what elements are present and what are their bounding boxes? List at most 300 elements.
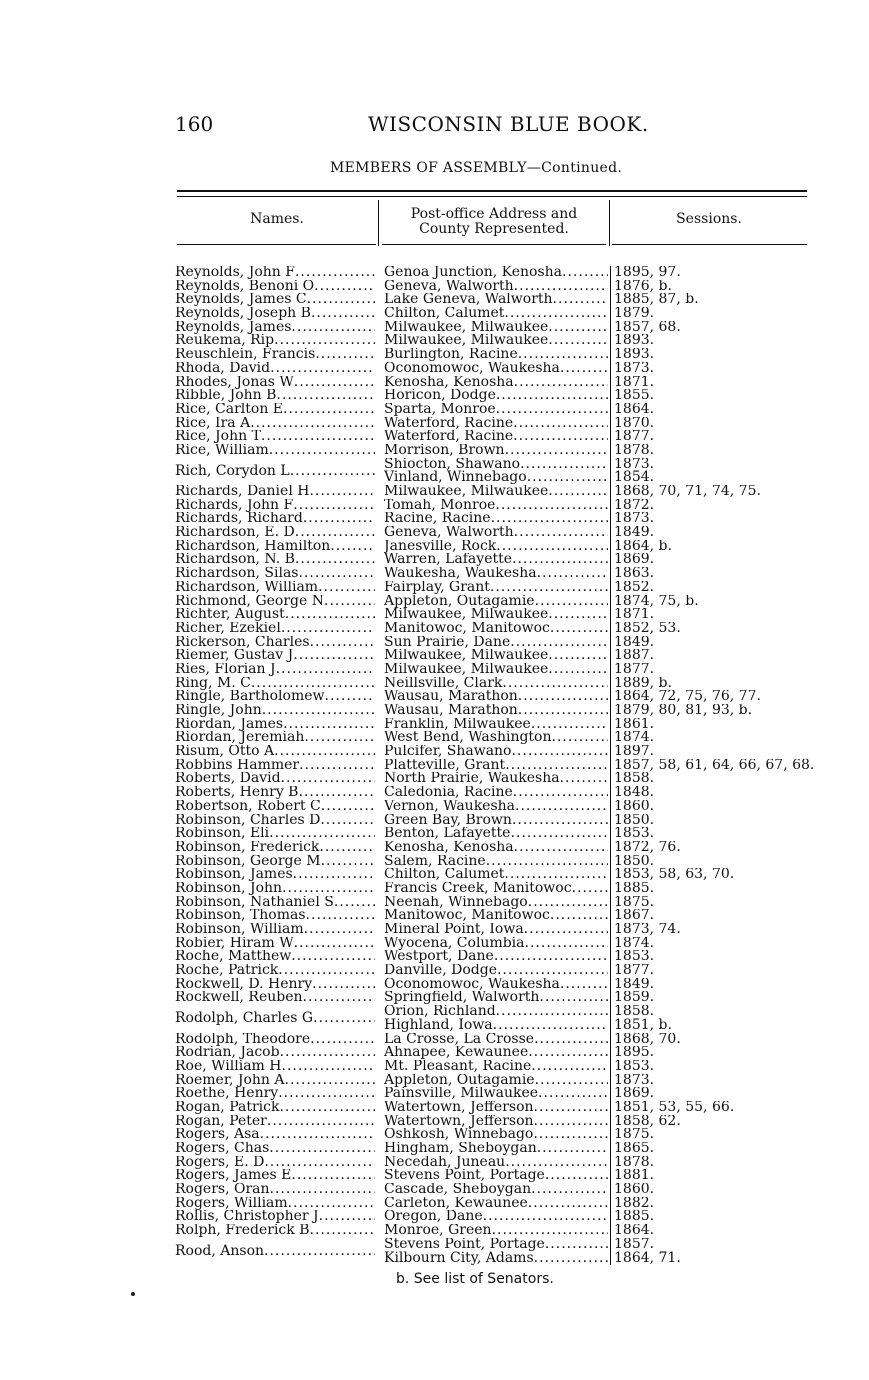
dot-leader [330, 540, 375, 554]
member-address [384, 704, 608, 718]
dot-leader [303, 512, 375, 526]
member-name [175, 293, 375, 307]
dot-leader [545, 1169, 608, 1183]
sessions-text: 1882. [614, 1196, 655, 1211]
member-name-text: Robinson, James [175, 868, 293, 882]
page-number: 160 [175, 112, 214, 136]
row-column-separator [610, 307, 611, 321]
address-text: Kenosha, Kenosha [384, 840, 514, 855]
row-column-separator [610, 636, 611, 650]
dot-leader [313, 1005, 375, 1032]
address-text: North Prairie, Waukesha [384, 772, 560, 787]
sessions-text: 1864. [614, 402, 655, 417]
member-sessions [614, 1183, 814, 1197]
sessions-text: 1864, 72, 75, 76, 77. [614, 690, 761, 705]
member-name [175, 1169, 375, 1183]
member-name-text: Rodrian, Jacob [175, 1046, 280, 1060]
row-column-separator [610, 417, 611, 431]
ink-speck [131, 1292, 135, 1296]
member-name [175, 1060, 375, 1074]
dot-leader [314, 280, 375, 294]
member-name [175, 622, 375, 636]
dot-leader [494, 950, 608, 964]
member-name [175, 978, 375, 992]
member-name-text: Robinson, Thomas [175, 909, 306, 924]
footnote: b. See list of Senators. [396, 1271, 554, 1287]
table-row [175, 567, 815, 581]
dot-leader [548, 649, 608, 663]
sessions-text: 1876, b. [614, 279, 672, 294]
dot-leader [304, 923, 375, 937]
sessions-text: 1863. [614, 567, 655, 581]
sessions-text: 1893. [614, 334, 655, 349]
member-name [175, 636, 375, 650]
sessions-text: 1895. [614, 1046, 655, 1060]
sessions-text: 1849. [614, 526, 655, 540]
member-name [175, 417, 375, 431]
table-row [175, 1224, 815, 1238]
dot-leader [513, 417, 608, 431]
member-name [175, 348, 375, 362]
dot-leader [572, 882, 608, 896]
sessions-text: 1851, b. [614, 1016, 672, 1033]
member-name [175, 458, 375, 485]
row-column-separator [610, 595, 611, 609]
dot-leader [282, 1060, 376, 1074]
sessions-text: 1872, 76. [614, 840, 681, 855]
member-name-text: Rice, John T [175, 430, 261, 444]
member-sessions [614, 444, 814, 458]
member-address [384, 293, 608, 307]
member-name-text: Reukema, Rip [175, 334, 275, 349]
member-sessions [614, 677, 814, 691]
member-name-text: Reynolds, Joseph B [175, 307, 311, 321]
sessions-text: 1877. [614, 430, 655, 444]
dot-leader [496, 540, 608, 554]
sessions-text: 1885. [614, 881, 655, 896]
table-row [175, 389, 815, 403]
address-text: Vinland, Winnebago [384, 469, 527, 485]
dot-leader [553, 293, 608, 307]
member-sessions [614, 868, 814, 882]
address-text: Watertown, Jefferson [384, 1100, 534, 1115]
member-sessions [614, 814, 814, 828]
dot-leader [306, 909, 375, 923]
table-row [175, 444, 815, 458]
dot-leader [504, 868, 608, 882]
sessions-text: 1872. [614, 498, 655, 513]
member-name-text: Robinson, William [175, 923, 304, 937]
member-name [175, 581, 375, 595]
member-name-text: Roethe, Henry [175, 1087, 279, 1101]
address-text: Necedah, Juneau [384, 1155, 506, 1170]
table-row [175, 677, 815, 691]
member-name-text: Richmond, George N [175, 594, 324, 609]
member-name [175, 499, 375, 513]
dot-leader [293, 649, 375, 663]
row-column-separator [610, 1156, 611, 1170]
member-name-text: Rogers, Oran [175, 1183, 270, 1197]
table-row [175, 266, 815, 280]
dot-leader [514, 841, 608, 855]
dot-leader [269, 444, 375, 458]
row-column-separator [610, 1060, 611, 1074]
table-row [175, 553, 815, 567]
address-text: Wausau, Marathon [384, 704, 518, 718]
member-address [384, 430, 608, 444]
dot-leader [537, 567, 608, 581]
table-row [175, 800, 815, 814]
row-column-separator [610, 512, 611, 526]
sessions-text: 1865. [614, 1142, 655, 1156]
dot-leader [276, 389, 375, 403]
address-text: Benton, Lafayette [384, 827, 511, 841]
dot-leader [537, 1142, 608, 1156]
member-sessions [614, 731, 814, 745]
member-name-text: Riordan, Jeremiah [175, 731, 305, 746]
address-text: Racine, Racine [384, 512, 491, 527]
address-text: Tomah, Monroe [384, 498, 496, 513]
table-row [175, 1060, 815, 1074]
row-column-separator [610, 540, 611, 554]
dot-leader [274, 334, 375, 348]
dot-leader [310, 636, 375, 650]
member-name [175, 800, 375, 814]
member-sessions [614, 334, 814, 348]
dot-leader [315, 348, 375, 362]
dot-leader [510, 636, 608, 650]
dot-leader [270, 1183, 375, 1197]
dot-leader [291, 950, 375, 964]
dot-leader [518, 690, 608, 704]
member-sessions [614, 1210, 814, 1224]
address-text: Oconomowoc, Waukesha [384, 977, 560, 992]
member-address [384, 786, 608, 800]
dot-leader [294, 376, 375, 390]
member-address [384, 348, 608, 362]
sessions-text: 1887. [614, 649, 655, 663]
table-row [175, 1046, 815, 1060]
row-column-separator [610, 553, 611, 567]
member-address [384, 417, 608, 431]
address-text: Geneva, Walworth [384, 279, 514, 294]
member-name-text: Riemer, Gustav J [175, 649, 294, 663]
dot-leader [518, 704, 608, 718]
address-text: Cascade, Sheboygan [384, 1183, 532, 1197]
member-name-text: Richter, August [175, 608, 285, 622]
dot-leader [496, 403, 608, 417]
address-text: Warren, Lafayette [384, 553, 513, 568]
member-name-text: Rockwell, Reuben [175, 991, 303, 1006]
sessions-text: 1854. [614, 469, 655, 485]
dot-leader [291, 321, 375, 335]
table-row [175, 827, 815, 841]
dot-leader [548, 334, 608, 348]
row-column-separator [610, 1046, 611, 1060]
member-name-text: Rice, Carlton E [175, 402, 284, 417]
sessions-text: 1849. [614, 977, 655, 992]
member-name-text: Rice, William [175, 443, 269, 458]
member-name-text: Riordan, James [175, 717, 284, 732]
member-name [175, 923, 375, 937]
table-row [175, 1128, 815, 1142]
member-name [175, 1087, 375, 1101]
member-name [175, 690, 375, 704]
dot-leader [527, 471, 608, 485]
member-name-text: Rogan, Patrick [175, 1100, 280, 1115]
dot-leader [278, 1087, 375, 1101]
member-sessions [614, 1128, 814, 1142]
address-text: Carleton, Kewaunee [384, 1196, 528, 1211]
sessions-text: 1848. [614, 786, 655, 800]
table-row [175, 526, 815, 540]
member-name-text: Rogers, Chas [175, 1142, 270, 1156]
address-text: Sparta, Monroe [384, 402, 496, 417]
table-row [175, 663, 815, 677]
address-text: Morrison, Brown [384, 443, 505, 458]
dot-leader [276, 663, 375, 677]
member-name-text: Robinson, George M [175, 854, 321, 869]
dot-leader [293, 499, 375, 513]
member-sessions [614, 1060, 814, 1074]
dot-leader [524, 923, 608, 937]
dot-leader [269, 1142, 375, 1156]
member-name-text: Risum, Otto A [175, 745, 275, 759]
address-text: La Crosse, La Crosse [384, 1032, 535, 1047]
sessions-text: 1853, 58, 63, 70. [614, 868, 735, 882]
row-column-separator [610, 1101, 611, 1115]
dot-leader [545, 1238, 608, 1252]
member-name-text: Rogers, E. D [175, 1155, 265, 1170]
address-text: Wyocena, Columbia [384, 936, 525, 951]
member-sessions [614, 882, 814, 896]
dot-leader [525, 937, 608, 951]
sessions-text: 1874. [614, 936, 655, 951]
dot-leader [283, 403, 375, 417]
address-text: Manitowoc, Manitowoc [384, 621, 550, 636]
member-address [384, 485, 608, 499]
row-column-separator [610, 909, 611, 923]
address-text: Geneva, Walworth [384, 526, 514, 540]
dot-leader [528, 896, 608, 910]
member-address [384, 266, 608, 280]
member-address [384, 334, 608, 348]
member-sessions [614, 1074, 814, 1088]
dot-leader [290, 458, 375, 485]
member-name [175, 745, 375, 759]
member-address [384, 1156, 608, 1170]
table-row [175, 581, 815, 595]
dot-leader [280, 1046, 375, 1060]
member-sessions [614, 800, 814, 814]
member-name [175, 1033, 375, 1047]
member-address [384, 1142, 608, 1156]
member-sessions [614, 1046, 814, 1060]
table-row [175, 403, 815, 417]
table-row [175, 704, 815, 718]
member-name-text: Robbins Hammer [175, 758, 300, 773]
member-sessions [614, 978, 814, 992]
member-address [384, 909, 608, 923]
member-address [384, 978, 608, 992]
member-sessions [614, 512, 814, 526]
member-name-text: Rodolph, Charles G [175, 1010, 314, 1027]
row-column-separator [610, 896, 611, 910]
dot-leader [531, 1060, 608, 1074]
row-column-separator [610, 280, 611, 294]
sessions-text: 1853. [614, 950, 655, 965]
member-sessions [614, 307, 814, 321]
dot-leader [283, 718, 375, 732]
row-column-separator [610, 923, 611, 937]
member-name-text: Roberts, David [175, 772, 281, 787]
sessions-text: 1879. [614, 307, 655, 321]
member-name-text: Ringle, John [175, 704, 262, 718]
member-name-text: Roe, William H [175, 1059, 282, 1074]
member-name [175, 567, 375, 581]
table-row [175, 1087, 815, 1101]
table-row [175, 1197, 815, 1211]
member-name-text: Rogers, William [175, 1196, 288, 1211]
member-sessions [614, 704, 814, 718]
sessions-text: 1864, 71. [614, 1249, 681, 1266]
address-text: Horicon, Dodge [384, 389, 496, 403]
dot-leader [269, 827, 375, 841]
dot-leader [560, 772, 608, 786]
dot-leader [291, 1169, 375, 1183]
dot-leader [531, 1183, 608, 1197]
member-name [175, 663, 375, 677]
table-row [175, 855, 815, 869]
row-column-separator [610, 444, 611, 458]
dot-leader [294, 937, 375, 951]
dot-leader [548, 608, 608, 622]
table-row [175, 293, 815, 307]
address-text: Platteville, Grant [384, 758, 506, 773]
dot-leader [270, 362, 375, 376]
table-row [175, 280, 815, 294]
dot-leader [281, 622, 375, 636]
member-name [175, 362, 375, 376]
row-column-separator [610, 937, 611, 951]
row-column-separator [610, 786, 611, 800]
table-row [175, 1156, 815, 1170]
member-address [384, 622, 608, 636]
row-column-separator [610, 403, 611, 417]
member-name [175, 608, 375, 622]
member-name [175, 1224, 375, 1238]
dot-leader [318, 581, 375, 595]
dot-leader [504, 307, 608, 321]
member-address [384, 1074, 608, 1088]
member-address [384, 321, 608, 335]
row-column-separator [610, 1238, 611, 1265]
member-address [384, 526, 608, 540]
member-address [384, 772, 608, 786]
dot-leader [496, 389, 608, 403]
member-name [175, 718, 375, 732]
member-name [175, 307, 375, 321]
address-text: Franklin, Milwaukee [384, 717, 531, 732]
member-address [384, 1183, 608, 1197]
sessions-text: 1878. [614, 1155, 655, 1170]
dot-leader [312, 978, 375, 992]
dot-leader [298, 567, 375, 581]
member-name [175, 1074, 375, 1088]
table-row [175, 718, 815, 732]
member-name [175, 772, 375, 786]
table-row [175, 1005, 815, 1032]
sessions-text: 1859. [614, 991, 655, 1006]
member-sessions [614, 1087, 814, 1101]
member-sessions [614, 1156, 814, 1170]
member-name-text: Richardson, William [175, 580, 319, 595]
table-row [175, 841, 815, 855]
member-name [175, 280, 375, 294]
table-row [175, 608, 815, 622]
sessions-text: 1850. [614, 854, 655, 869]
dot-leader [295, 553, 375, 567]
dot-leader [278, 964, 375, 978]
row-column-separator [610, 334, 611, 348]
address-text: Milwaukee, Milwaukee [384, 608, 549, 622]
member-sessions [614, 1115, 814, 1129]
member-name [175, 882, 375, 896]
dot-leader [510, 827, 608, 841]
dot-leader [534, 1033, 608, 1047]
member-name-text: Richards, Daniel H [175, 485, 310, 499]
address-text: Stevens Point, Portage [384, 1237, 545, 1252]
member-address [384, 362, 608, 376]
dot-leader [495, 499, 608, 513]
member-sessions [614, 622, 814, 636]
table-row [175, 745, 815, 759]
dot-leader [261, 430, 375, 444]
sessions-text: 1860. [614, 799, 655, 814]
sessions-text: 1855. [614, 389, 655, 403]
row-column-separator [610, 1210, 611, 1224]
member-sessions [614, 841, 814, 855]
dot-leader [515, 800, 608, 814]
member-name-text: Rogers, James E [175, 1169, 292, 1184]
member-address [384, 307, 608, 321]
table-row [175, 923, 815, 937]
dot-leader [560, 362, 608, 376]
member-name [175, 677, 375, 691]
dot-leader [334, 896, 375, 910]
member-address [384, 512, 608, 526]
dot-leader [518, 348, 608, 362]
member-address [384, 923, 608, 937]
table-row [175, 690, 815, 704]
sessions-text: 1877. [614, 662, 655, 677]
member-address [384, 540, 608, 554]
member-sessions [614, 1005, 814, 1032]
member-sessions [614, 759, 814, 773]
sessions-text: 1875. [614, 1128, 655, 1143]
row-column-separator [610, 567, 611, 581]
column-separator-1 [378, 200, 379, 246]
member-name-text: Reynolds, Benoni O [175, 279, 315, 294]
dot-leader [552, 731, 609, 745]
sessions-text: 1868, 70. [614, 1032, 681, 1047]
member-name-text: Ringle, Bartholomew [175, 690, 325, 705]
member-address [384, 403, 608, 417]
address-text: Kilbourn City, Adams [384, 1249, 534, 1266]
row-column-separator [610, 622, 611, 636]
member-sessions [614, 321, 814, 335]
sessions-text: 1874, 75, b. [614, 594, 699, 609]
